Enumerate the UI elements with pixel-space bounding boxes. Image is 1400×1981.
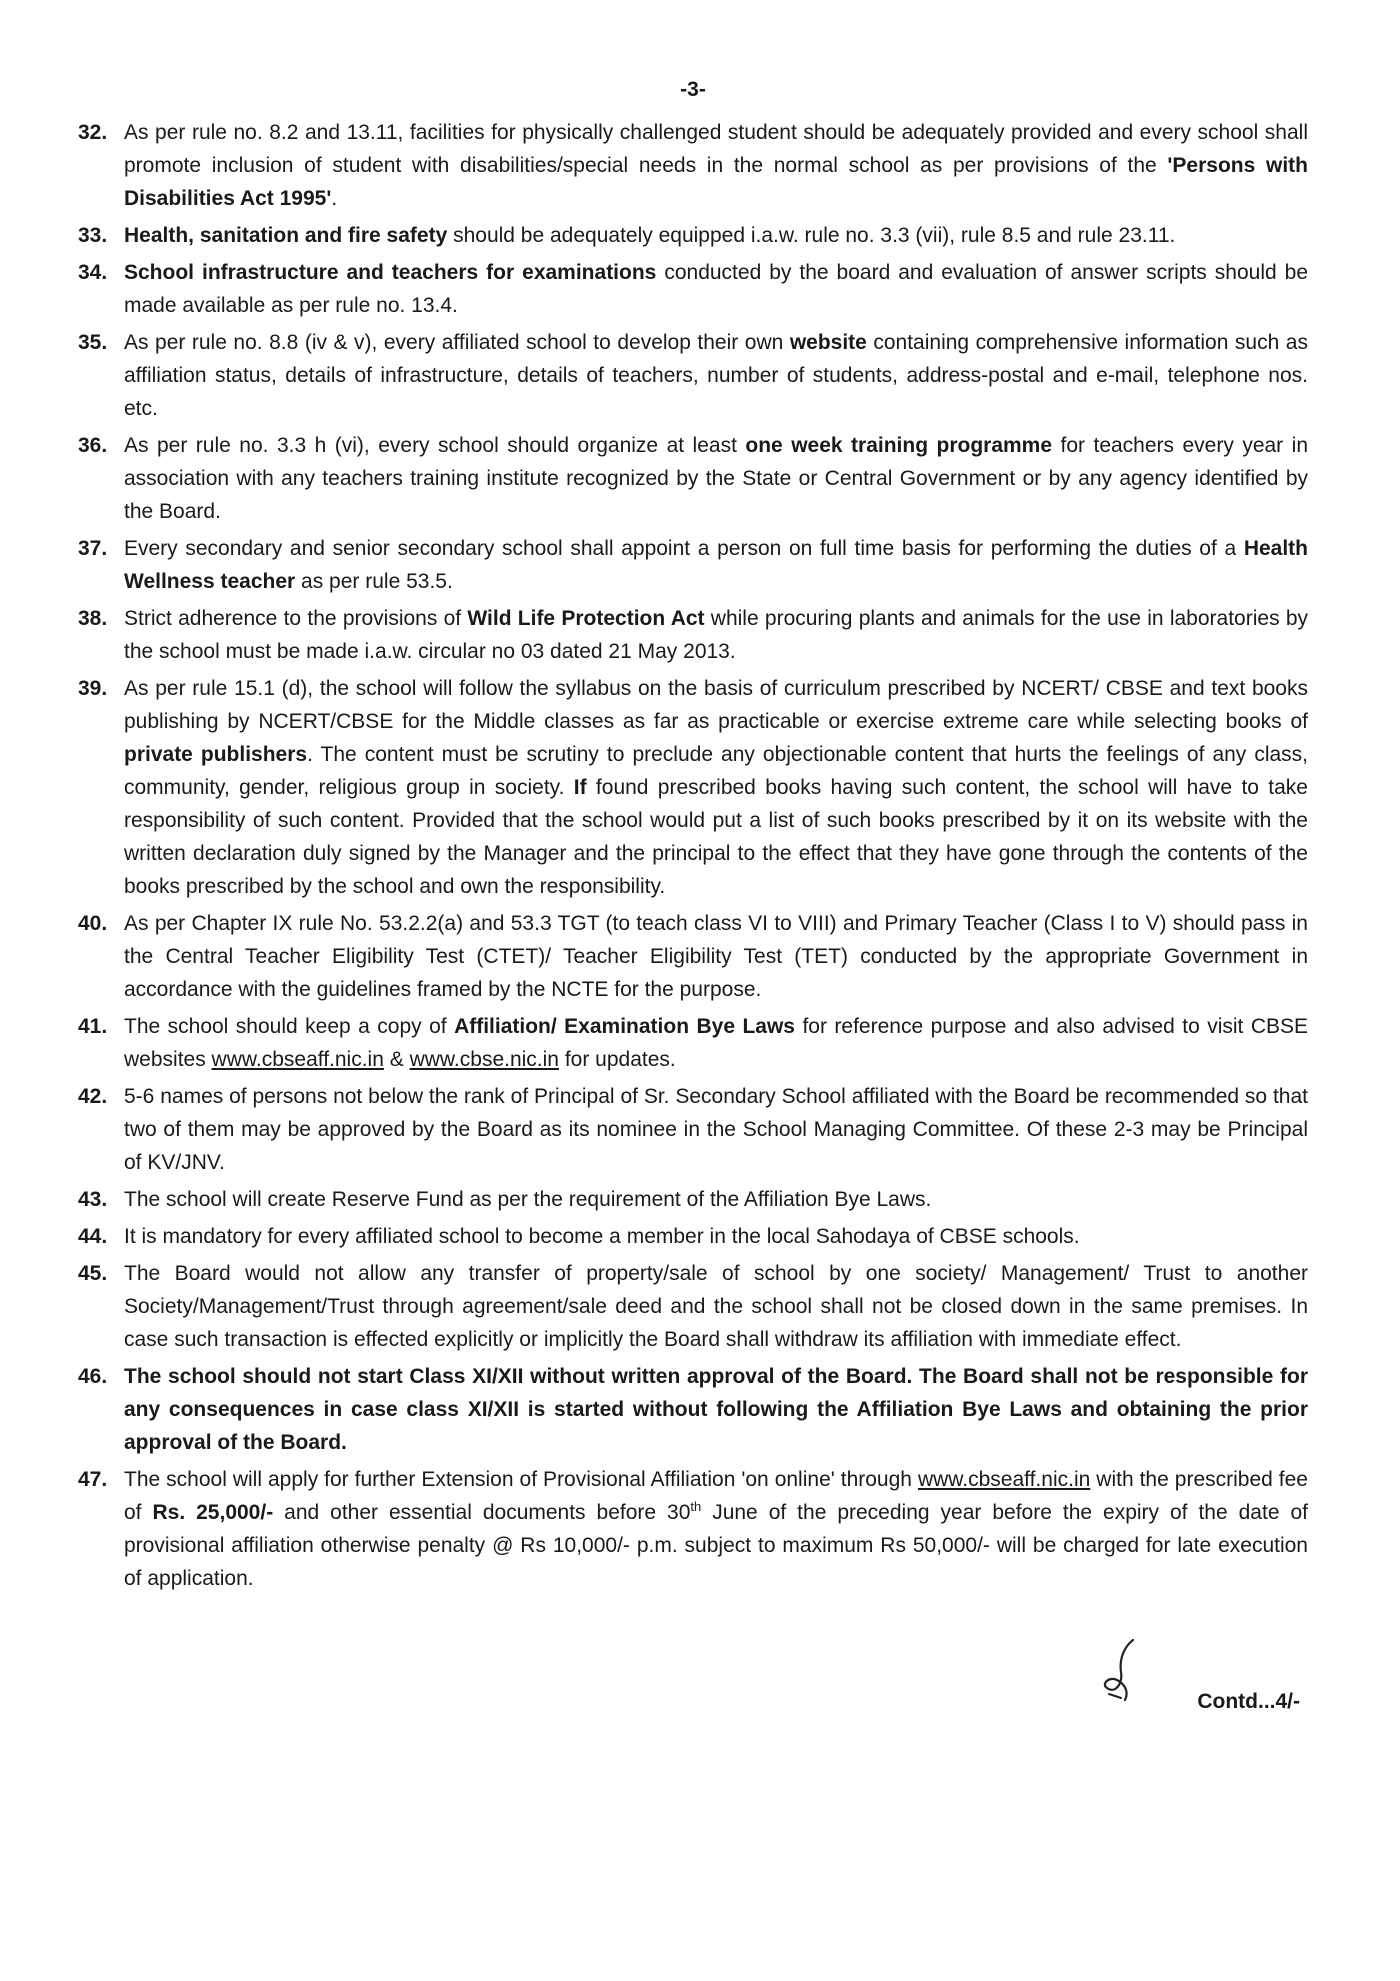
clause-text: The school should not start Class XI/XII without written approval of the Board. The Board shall not be responsible for any consequences in case class XI/XII is started without following the Affiliation Bye Laws and obtaining the prior approval of the Board. [124, 1365, 1308, 1454]
clause-text: As per Chapter IX rule No. 53.2.2(a) and 53.3 TGT (to teach class VI to VIII) and Primary Teacher (Class I to V) should pass in the Central Teacher Eligibility Test (CTET)/ Teacher Eligibility Test (TET) conducted by the appropriate Government in accordance with the guidelines framed by the NCTE for the purpose. [124, 912, 1308, 1001]
clause-39 [78, 672, 1308, 903]
clause-number: 39. [78, 677, 108, 700]
clause-47 [78, 1463, 1308, 1595]
clause-text: It is mandatory for every affiliated school to become a member in the local Sahodaya of CBSE schools. [124, 1225, 1080, 1248]
clause-text: 5-6 names of persons not below the rank of Principal of Sr. Secondary School affiliated with the Board be recommended so that two of them may be approved by the Board as its nominee in the School Managing Committee. Of these 2-3 may be Principal of KV/JNV. [124, 1085, 1308, 1174]
clause-number: 43. [78, 1188, 108, 1211]
clause-number: 34. [78, 261, 108, 284]
clause-43 [78, 1183, 1308, 1216]
clause-40 [78, 907, 1308, 1006]
clause-32 [78, 116, 1308, 215]
clause-text: The school will create Reserve Fund as per the requirement of the Affiliation Bye Laws. [124, 1188, 932, 1211]
clause-number: 33. [78, 224, 108, 247]
signature-mark [1095, 1636, 1155, 1706]
cbseaff-link[interactable]: www.cbseaff.nic.in [211, 1048, 384, 1071]
clause-34 [78, 256, 1308, 322]
clause-list [78, 116, 1308, 1595]
page-number: -3- [680, 78, 706, 101]
clause-number: 40. [78, 912, 108, 935]
clause-38 [78, 602, 1308, 668]
clause-number: 35. [78, 331, 108, 354]
clause-text: As per rule 15.1 (d), the school will follow the syllabus on the basis of curriculum prescribed by NCERT/ CBSE and text books publishing by NCERT/CBSE for the Middle classes as far as practicable or exercise extreme care while selecting books of private publishers. The content must be scrutiny to preclude any objectionable content that hurts the feelings of any class, community, gender, religious group in society. If found prescribed books having such content, the school will have to take responsibility of such content. Provided that the school would put a list of such books prescribed by it on its website with the written declaration duly signed by the Manager and the principal to the effect that they have gone through the contents of the books prescribed by the school and own the responsibility. [124, 677, 1308, 898]
clause-number: 45. [78, 1262, 108, 1285]
clause-text: Health, sanitation and fire safety should be adequately equipped i.a.w. rule no. 3.3 (vii), rule 8.5 and rule 23.11. [124, 224, 1176, 247]
cbse-link[interactable]: www.cbse.nic.in [409, 1048, 559, 1071]
clause-text: Every secondary and senior secondary school shall appoint a person on full time basis for performing the duties of a Health Wellness teacher as per rule 53.5. [124, 537, 1308, 593]
clause-number: 36. [78, 434, 108, 457]
clause-number: 41. [78, 1015, 108, 1038]
clause-41 [78, 1010, 1308, 1076]
clause-42 [78, 1080, 1308, 1179]
clause-text: As per rule no. 3.3 h (vi), every school should organize at least one week training programme for teachers every year in association with any teachers training institute recognized by the State or Central Government or by any agency identified by the Board. [124, 434, 1308, 523]
clause-number: 37. [78, 537, 108, 560]
clause-37 [78, 532, 1308, 598]
clause-text: School infrastructure and teachers for examinations conducted by the board and evaluation of answer scripts should be made available as per rule no. 13.4. [124, 261, 1308, 317]
clause-36 [78, 429, 1308, 528]
clause-number: 47. [78, 1468, 108, 1491]
clause-number: 44. [78, 1225, 108, 1248]
clause-33 [78, 219, 1308, 252]
clause-45 [78, 1257, 1308, 1356]
clause-text: Strict adherence to the provisions of Wild Life Protection Act while procuring plants and animals for the use in laboratories by the school must be made i.a.w. circular no 03 dated 21 May 2013. [124, 607, 1308, 663]
clause-text: The Board would not allow any transfer of property/sale of school by one society/ Management/ Trust to another Society/Management/Trust through agreement/sale deed and the school shall not be closed down in the same premises. In case such transaction is effected explicitly or implicitly the Board shall withdraw its affiliation with immediate effect. [124, 1262, 1308, 1351]
clause-number: 42. [78, 1085, 108, 1108]
clause-text: As per rule no. 8.8 (iv & v), every affiliated school to develop their own website containing comprehensive information such as affiliation status, details of infrastructure, details of teachers, number of students, address-postal and e-mail, telephone nos. etc. [124, 331, 1308, 420]
clause-number: 46. [78, 1365, 108, 1388]
clause-text: The school will apply for further Extension of Provisional Affiliation 'on online' through www.cbseaff.nic.in with the prescribed fee of Rs. 25,000/- and other essential documents before 30th June of the preceding year before the expiry of the date of provisional affiliation otherwise penalty @ Rs 10,000/- p.m. subject to maximum Rs 50,000/- will be charged for late execution of application. [124, 1468, 1308, 1590]
continued-marker: Contd...4/- [1197, 1690, 1300, 1713]
clause-text: As per rule no. 8.2 and 13.11, facilities for physically challenged student should be adequately provided and every school shall promote inclusion of student with disabilities/special needs in the normal school as per provisions of the 'Persons with Disabilities Act 1995'. [124, 121, 1308, 210]
clause-number: 38. [78, 607, 108, 630]
clause-46 [78, 1360, 1308, 1459]
clause-44 [78, 1220, 1308, 1253]
cbseaff-link[interactable]: www.cbseaff.nic.in [917, 1468, 1091, 1491]
clause-text: The school should keep a copy of Affiliation/ Examination Bye Laws for reference purpose and also advised to visit CBSE websites www.cbseaff.nic.in & www.cbse.nic.in for updates. [124, 1015, 1309, 1071]
clause-number: 32. [78, 121, 108, 144]
clause-35 [78, 326, 1308, 425]
